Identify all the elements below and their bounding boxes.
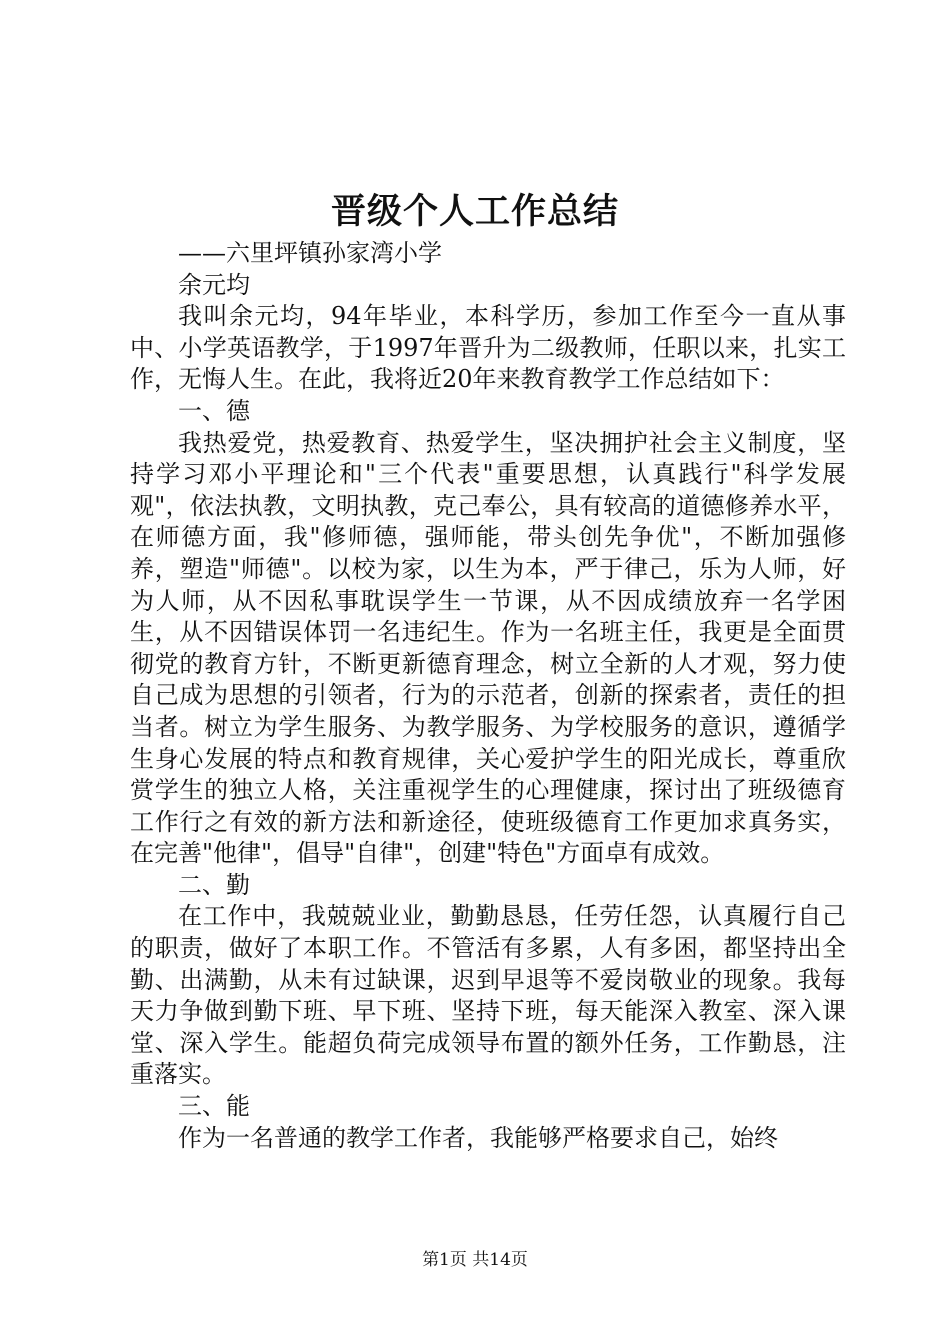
paragraph-neng: 作为一名普通的教学工作者，我能够严格要求自己，始终 <box>178 1123 778 1152</box>
author-line: 余元均 <box>178 270 250 299</box>
paragraph-intro: 我叫余元均，94年毕业，本科学历，参加工作至今一直从事中、小学英语教学，于1997年晋升为二级教师，任职以来，扎实工作，无悔人生。在此，我将近20年来教育教学工作总结如下： <box>130 302 846 394</box>
paragraph-de: 我热爱党，热爱教育、热爱学生，坚决拥护社会主义制度，坚持学习邓小平理论和"三个代表"重要思想，认真践行"科学发展观"，依法执教，文明执教，克己奉公，具有较高的道德修养水平，在师德方面，我"修师德，强师能，带头创先争优"，不断加强修养，塑造"师德"。以校为家，以生为本，严于律己，乐为人师，好为人师，从不因私事耽误学生一节课，从不因成绩放弃一名学困生，从不因错误体罚一名违纪生。作为一名班主任，我更是全面贯彻党的教育方针，不断更新德育理念，树立全新的人才观，努力使自己成为思想的引领者，行为的示范者，创新的探索者，责任的担当者。树立为学生服务、为教学服务、为学校服务的意识，遵循学生身心发展的特点和教育规律，关心爱护学生的阳光成长，尊重欣赏学生的独立人格，关注重视学生的心理健康，探讨出了班级德育工作行之有效的新方法和新途径，使班级德育工作更加求真务实，在完善"他律"，倡导"自律"，创建"特色"方面卓有成效。 <box>130 428 846 868</box>
document-title: 晋级个人工作总结 <box>330 191 619 232</box>
section-heading-qin: 二、勤 <box>178 870 250 899</box>
document-body <box>130 238 846 1154</box>
section-heading-neng: 三、能 <box>178 1092 250 1121</box>
subtitle: ——六里坪镇孙家湾小学 <box>178 239 442 267</box>
page-footer: 第1页 共14页 <box>422 1250 528 1270</box>
section-heading-de: 一、德 <box>178 396 250 425</box>
paragraph-qin: 在工作中，我兢兢业业，勤勤恳恳，任劳任怨，认真履行自己的职责，做好了本职工作。不管活有多累，人有多困，都坚持出全勤、出满勤，从未有过缺课，迟到早退等不爱岗敬业的现象。我每天力争做到勤下班、早下班、坚持下班，每天能深入教室、深入课堂、深入学生。能超负荷完成领导布置的额外任务，工作勤恳，注重落实。 <box>130 902 846 1089</box>
